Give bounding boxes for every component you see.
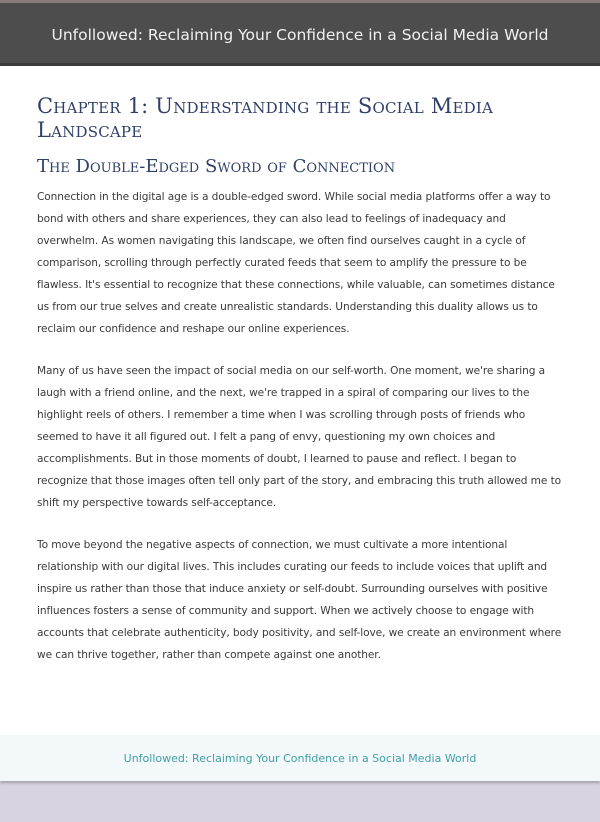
footer-title: Unfollowed: Reclaiming Your Confidence in a Social Media World: [123, 751, 477, 765]
body-paragraph: To move beyond the negative aspects of connection, we must cultivate a more intentional relationship with our digital lives. This includes curating our feeds to include voices that uplift and inspire us rather than those that induce anxiety or self-doubt. Surrounding ourselves with positive influences fosters a sense of community and support. When we actively choose to engage with accounts that celebrate authenticity, body positivity, and self-love, we create an environment where we can thrive together, rather than compete against one another.: [37, 539, 562, 661]
page-footer: [0, 735, 600, 781]
chapter-title: Chapter 1: Understanding the Social Media Landscape: [37, 94, 494, 142]
section-title: The Double-Edged Sword of Connection: [37, 156, 396, 177]
chapter-content: [37, 94, 567, 686]
body-paragraph: Connection in the digital age is a double-edged sword. While social media platforms offer a way to bond with others and share experiences, they can also lead to feelings of inadequacy and overwhelm. As women navigating this landscape, we often find ourselves caught in a cycle of comparison, scrolling through perfectly curated feeds that seem to amplify the pressure to be flawless. It's essential to recognize that these connections, while valuable, can sometimes distance us from our true selves and create unrealistic standards. Understanding this duality allows us to reclaim our confidence and reshape our online experiences.: [37, 191, 555, 335]
header-title: Unfollowed: Reclaiming Your Confidence in a Social Media World: [51, 25, 549, 44]
page-header: [0, 0, 600, 66]
body-paragraph: Many of us have seen the impact of social media on our self-worth. One moment, we're sharing a laugh with a friend online, and the next, we're trapped in a spiral of comparing our lives to the highlight reels of others. I remember a time when I was scrolling through posts of friends who seemed to have it all figured out. I felt a pang of envy, questioning my own choices and accomplishments. But in those moments of doubt, I learned to pause and reflect. I began to recognize that those images often tell only part of the story, and embracing this truth allowed me to shift my perspective towards self-acceptance.: [37, 365, 562, 509]
